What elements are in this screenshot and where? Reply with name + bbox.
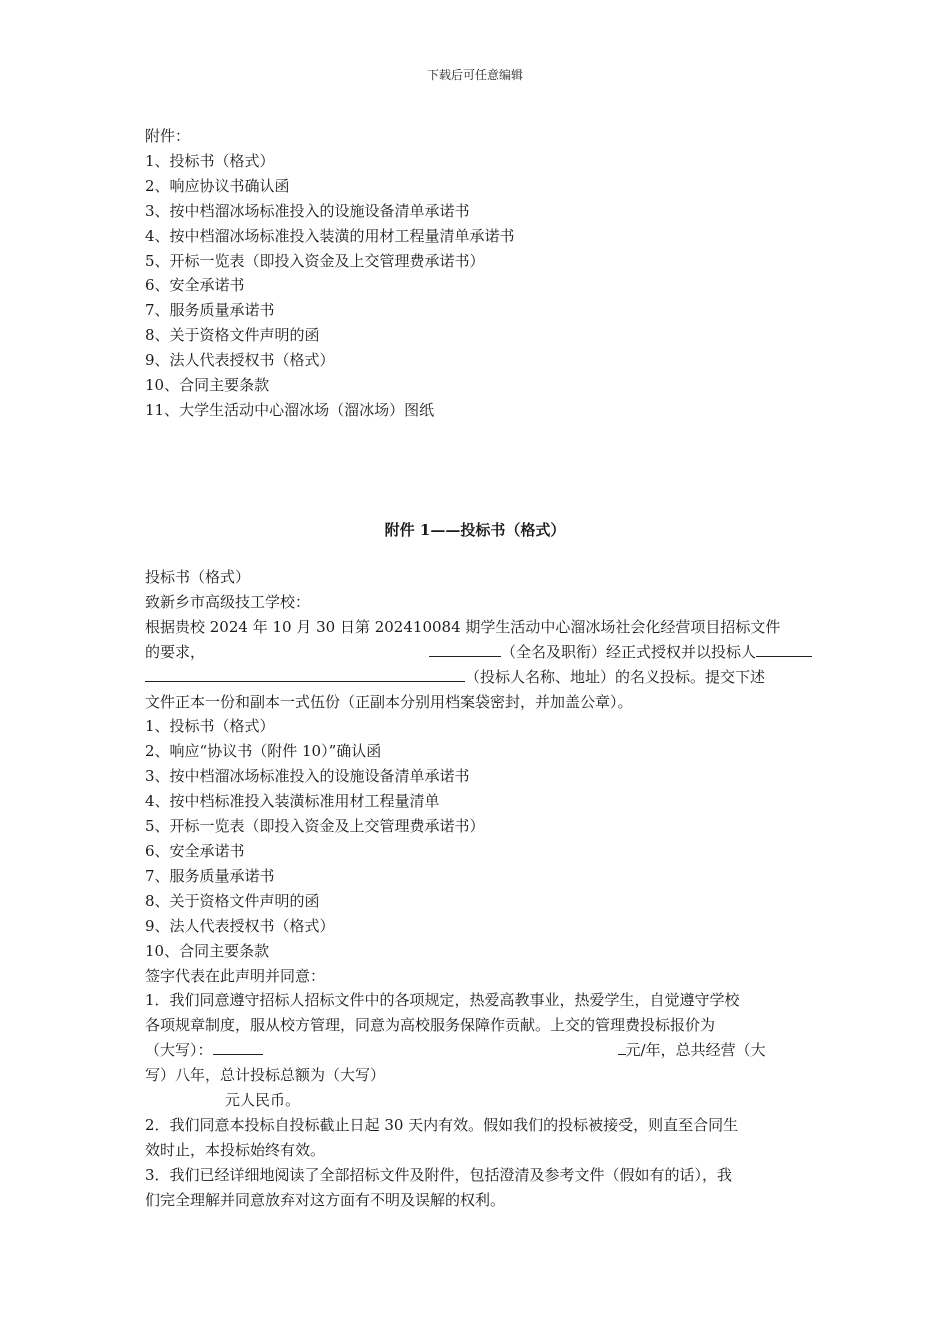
- attachment-item: 10、合同主要条款: [145, 376, 270, 395]
- bid-item: 6、安全承诺书: [145, 841, 245, 860]
- intro-text: （投标人名称、地址）的名义投标。提交下述: [465, 667, 766, 686]
- clause-line: 效时止，本投标始终有效。: [145, 1140, 326, 1159]
- clause-line: 3．我们已经详细地阅读了全部招标文件及附件，包括澄清及参考文件（假如有的话），我: [145, 1165, 733, 1184]
- clause-text: （大写）：: [145, 1041, 213, 1060]
- bid-item: 1、投标书（格式）: [145, 717, 275, 736]
- attachments-list: [145, 124, 810, 423]
- clause-line: 1．我们同意遵守招标人招标文件中的各项规定，热爱高教事业，热爱学生，自觉遵守学校: [145, 991, 740, 1010]
- addressee: 致新乡市高级技工学校：: [145, 592, 311, 611]
- bid-item: 10、合同主要条款: [145, 941, 270, 960]
- attachment-item: 1、投标书（格式）: [145, 151, 275, 170]
- blank-line: [145, 667, 465, 682]
- section-title: 附件 1——投标书（格式）: [384, 521, 566, 539]
- bid-item: 3、按中档溜冰场标准投入的设施设备清单承诺书: [145, 767, 470, 786]
- attachment-item: 11、大学生活动中心溜冰场（溜冰场）图纸: [145, 400, 435, 419]
- attachment-item: 8、关于资格文件声明的函: [145, 326, 320, 345]
- blank-line: [429, 642, 501, 657]
- intro-line: 根据贵校 2024 年 10 月 30 日第 202410084 期学生活动中心溜冰场社会化经营项目招标文件: [145, 617, 781, 636]
- intro-text: （全名及职衔）经正式授权并以投标人: [501, 642, 757, 661]
- bid-item: 2、响应“协议书（附件 10）”确认函: [145, 742, 382, 761]
- intro-line: [145, 665, 810, 690]
- bid-item: 9、法人代表授权书（格式）: [145, 916, 335, 935]
- bid-item: 7、服务质量承诺书: [145, 866, 275, 885]
- attachment-item: 2、响应协议书确认函: [145, 176, 290, 195]
- blank-line: [756, 642, 812, 657]
- clause-line: 元人民币。: [225, 1091, 301, 1110]
- bid-item: 8、关于资格文件声明的函: [145, 891, 320, 910]
- intro-text: 的要求，: [145, 642, 206, 661]
- intro-line: 文件正本一份和副本一式伍份（正副本分别用档案袋密封，并加盖公章）。: [145, 692, 633, 711]
- bid-subtitle: 投标书（格式）: [145, 568, 251, 586]
- clause-text: 元/年，总共经营（大: [625, 1041, 766, 1060]
- clause-line: 各项规章制度，服从校方管理，同意为高校服务保障作贡献。上交的管理费投标报价为: [145, 1016, 716, 1035]
- page-header: 下载后可任意编辑: [426, 68, 523, 82]
- blank-line: [618, 1040, 626, 1055]
- intro-line: [145, 640, 810, 665]
- attachment-item: 9、法人代表授权书（格式）: [145, 351, 335, 370]
- attachment-item: 7、服务质量承诺书: [145, 301, 275, 320]
- declaration: 签字代表在此声明并同意：: [145, 966, 326, 985]
- attachments-heading: 附件：: [145, 127, 191, 145]
- clause-line: 2．我们同意本投标自投标截止日起 30 天内有效。假如我们的投标被接受，则直至合同生: [145, 1115, 739, 1134]
- clause-line: 们完全理解并同意放弃对这方面有不明及误解的权利。: [145, 1190, 506, 1209]
- bid-form: [145, 565, 810, 1213]
- attachment-item: 4、按中档溜冰场标准投入装潢的用材工程量清单承诺书: [145, 226, 515, 245]
- clause-line: [145, 1038, 810, 1063]
- attachment-item: 6、安全承诺书: [145, 276, 245, 295]
- blank-line: [213, 1040, 263, 1055]
- bid-item: 4、按中档标准投入装潢标准用材工程量清单: [145, 792, 440, 811]
- bid-item: 5、开标一览表（即投入资金及上交管理费承诺书）: [145, 817, 485, 836]
- attachment-item: 5、开标一览表（即投入资金及上交管理费承诺书）: [145, 251, 485, 270]
- attachment-item: 3、按中档溜冰场标准投入的设施设备清单承诺书: [145, 201, 470, 220]
- clause-line: 写）八年，总计投标总额为（大写）: [145, 1066, 386, 1085]
